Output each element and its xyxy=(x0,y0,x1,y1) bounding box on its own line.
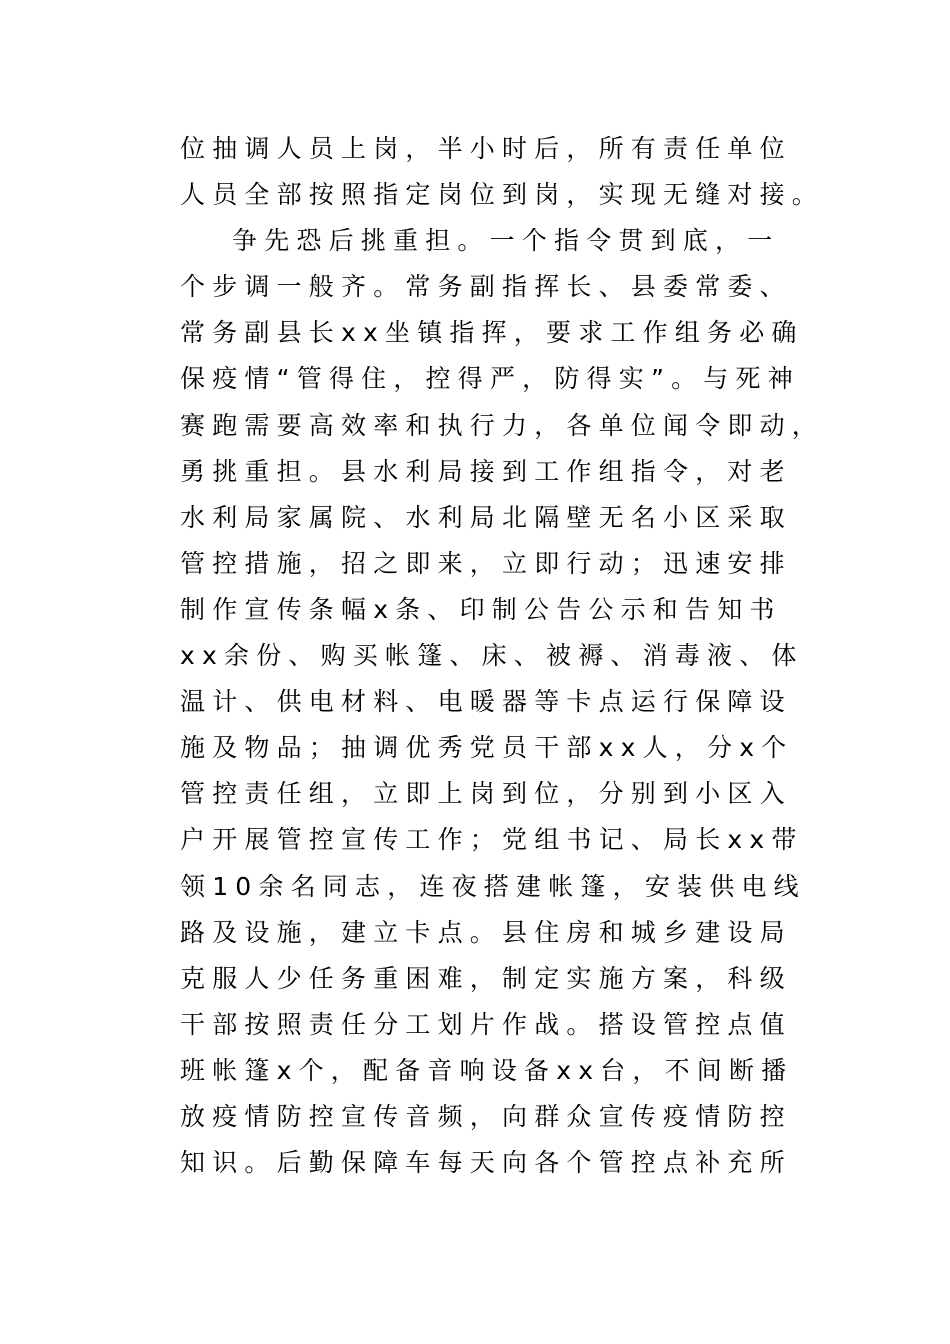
text-line-15: 管控责任组，立即上岗到位，分别到小区入 xyxy=(180,779,792,809)
text-line-3-paragraph-start: 争先恐后挑重担。一个指令贯到底，一 xyxy=(232,226,780,256)
text-line-18: 路及设施，建立卡点。县住房和城乡建设局 xyxy=(180,917,792,947)
text-line-6: 保疫情“管得住，控得严，防得实”。与死神 xyxy=(180,364,800,394)
text-line-7: 赛跑需要高效率和执行力，各单位闻令即动， xyxy=(180,410,825,440)
text-line-23: 知识。后勤保障车每天向各个管控点补充所 xyxy=(180,1148,792,1178)
text-line-2: 人员全部按照指定岗位到岗，实现无缝对接。 xyxy=(180,180,825,210)
text-line-20: 干部按照责任分工划片作战。搭设管控点值 xyxy=(180,1009,792,1039)
text-line-4: 个步调一般齐。常务副指挥长、县委常委、 xyxy=(180,272,792,302)
text-line-13: 温计、供电材料、电暖器等卡点运行保障设 xyxy=(180,687,792,717)
text-line-5: 常务副县长xx坐镇指挥，要求工作组务必确 xyxy=(180,318,804,348)
text-line-1: 位抽调人员上岗，半小时后，所有责任单位 xyxy=(180,134,792,163)
text-line-8: 勇挑重担。县水利局接到工作组指令，对老 xyxy=(180,456,792,486)
text-line-9: 水利局家属院、水利局北隔壁无名小区采取 xyxy=(180,502,792,532)
text-line-14: 施及物品；抽调优秀党员干部xx人，分x个 xyxy=(180,733,794,763)
text-line-16: 户开展管控宣传工作；党组书记、局长xx带 xyxy=(180,825,804,855)
text-line-11: 制作宣传条幅x条、印制公告公示和告知书 xyxy=(180,594,782,624)
text-line-12: xx余份、购买帐篷、床、被褥、消毒液、体 xyxy=(180,641,804,671)
text-line-17: 领10余名同志，连夜搭建帐篷，安装供电线 xyxy=(180,871,806,901)
body-text xyxy=(180,126,880,1186)
text-line-10: 管控措施，招之即来，立即行动；迅速安排 xyxy=(180,548,792,578)
text-line-19: 克服人少任务重困难，制定实施方案，科级 xyxy=(180,963,792,993)
text-line-21: 班帐篷x个，配备音响设备xx台，不间断播 xyxy=(180,1055,794,1085)
text-line-22: 放疫情防控宣传音频，向群众宣传疫情防控 xyxy=(180,1101,792,1131)
